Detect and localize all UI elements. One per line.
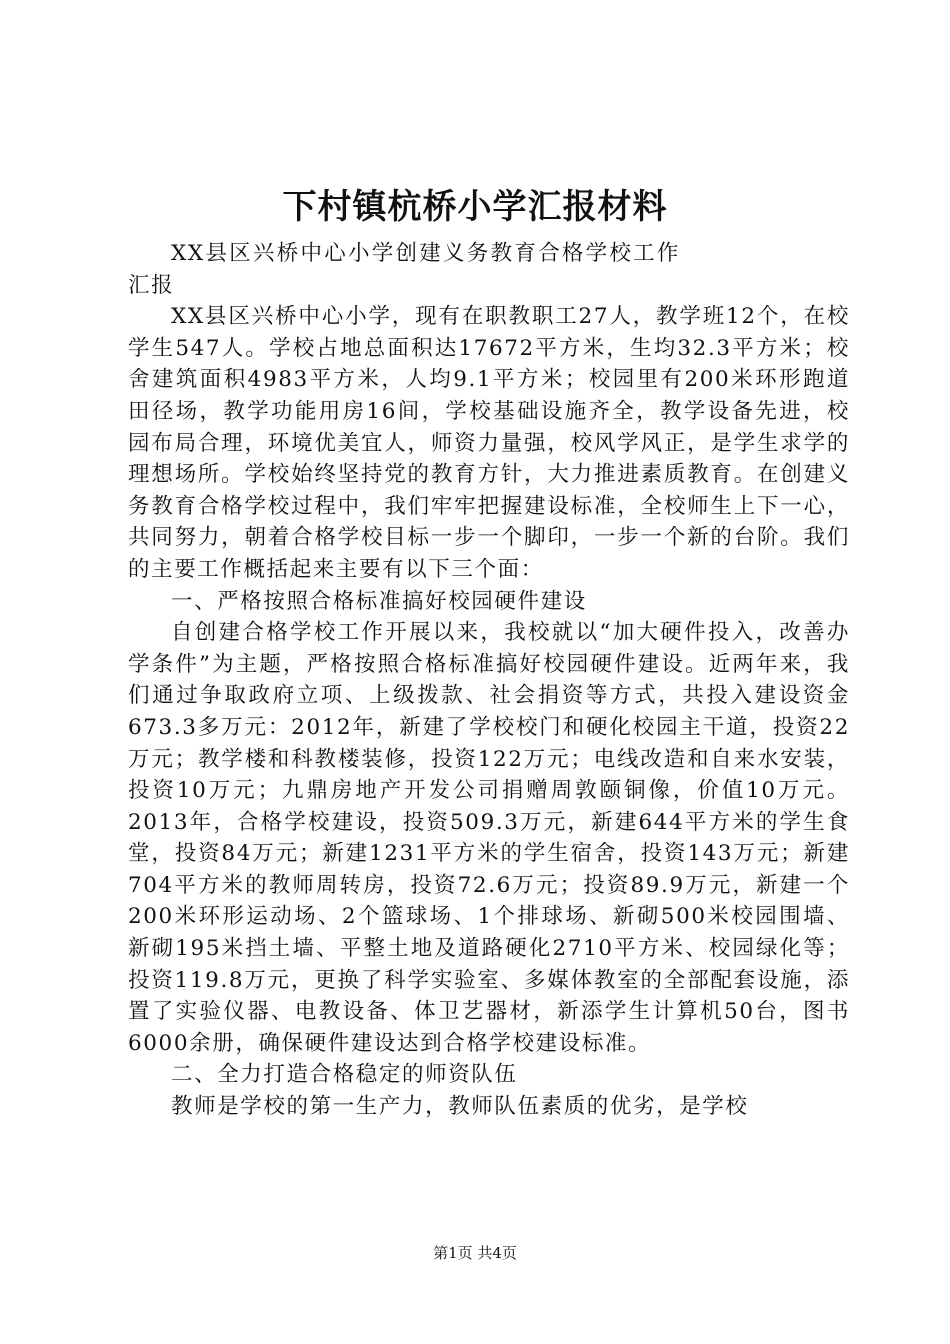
paragraph-subtitle: XX县区兴桥中心小学创建义务教育合格学校工作汇报 [128,241,680,298]
paragraph-hardware: 自创建合格学校工作开展以来，我校就以“加大硬件投入，改善办学条件”为主题，严格按照合格标准搞好校园硬件建设。近两年来，我们通过争取政府立项、上级拨款、社会捐资等方式，共投入建设资金673.3多万元：2012年，新建了学校校门和硬化校园主干道，投资22万元；教学楼和科教楼装修，投资122万元；电线改造和自来水安装，投资10万元；九鼎房地产开发公司捐赠周敦颐铜像，价值10万元。2013年，合格学校建设，投资509.3万元，新建644平方米的学生食堂，投资84万元；新建1231平方米的学生宿舍，投资143万元；新建704平方米的教师周转房，投资72.6万元；投资89.9万元，新建一个200米环形运动场、2个篮球场、1个排球场、新砌500米校园围墙、新砌195米挡土墙、平整土地及道路硬化2710平方米、校园绿化等；投资119.8万元，更换了科学实验室、多媒体教室的全部配套设施，添置了实验仪器、电教设备、体卫艺器材，新添学生计算机50台，图书6000余册，确保硬件建设达到合格学校建设标准。 [128,620,850,1056]
page-footer: 第1页 共4页 [433,1244,517,1262]
document-title: 下村镇杭桥小学汇报材料 [282,187,668,227]
document-body [128,238,850,1123]
section-heading-1: 一、严格按照合格标准搞好校园硬件建设 [171,588,587,614]
paragraph-teachers: 教师是学校的第一生产力，教师队伍素质的优劣，是学校 [171,1094,749,1120]
section-heading-2: 二、全力打造合格稳定的师资队伍 [171,1062,518,1088]
paragraph-intro: XX县区兴桥中心小学，现有在职教职工27人，教学班12个，在校学生547人。学校占地总面积达17672平方米，生均32.3平方米；校舍建筑面积4983平方米，人均9.1平方米；校园里有200米环形跑道田径场，教学功能用房16间，学校基础设施齐全，教学设备先进，校园布局合理，环境优美宜人，师资力量强，校风学风正，是学生求学的理想场所。学校始终坚持党的教育方针，大力推进素质教育。在创建义务教育合格学校过程中，我们牢牢把握建设标准，全校师生上下一心，共同努力，朝着合格学校目标一步一个脚印，一步一个新的台阶。我们的主要工作概括起来主要有以下三个面： [128,304,850,582]
